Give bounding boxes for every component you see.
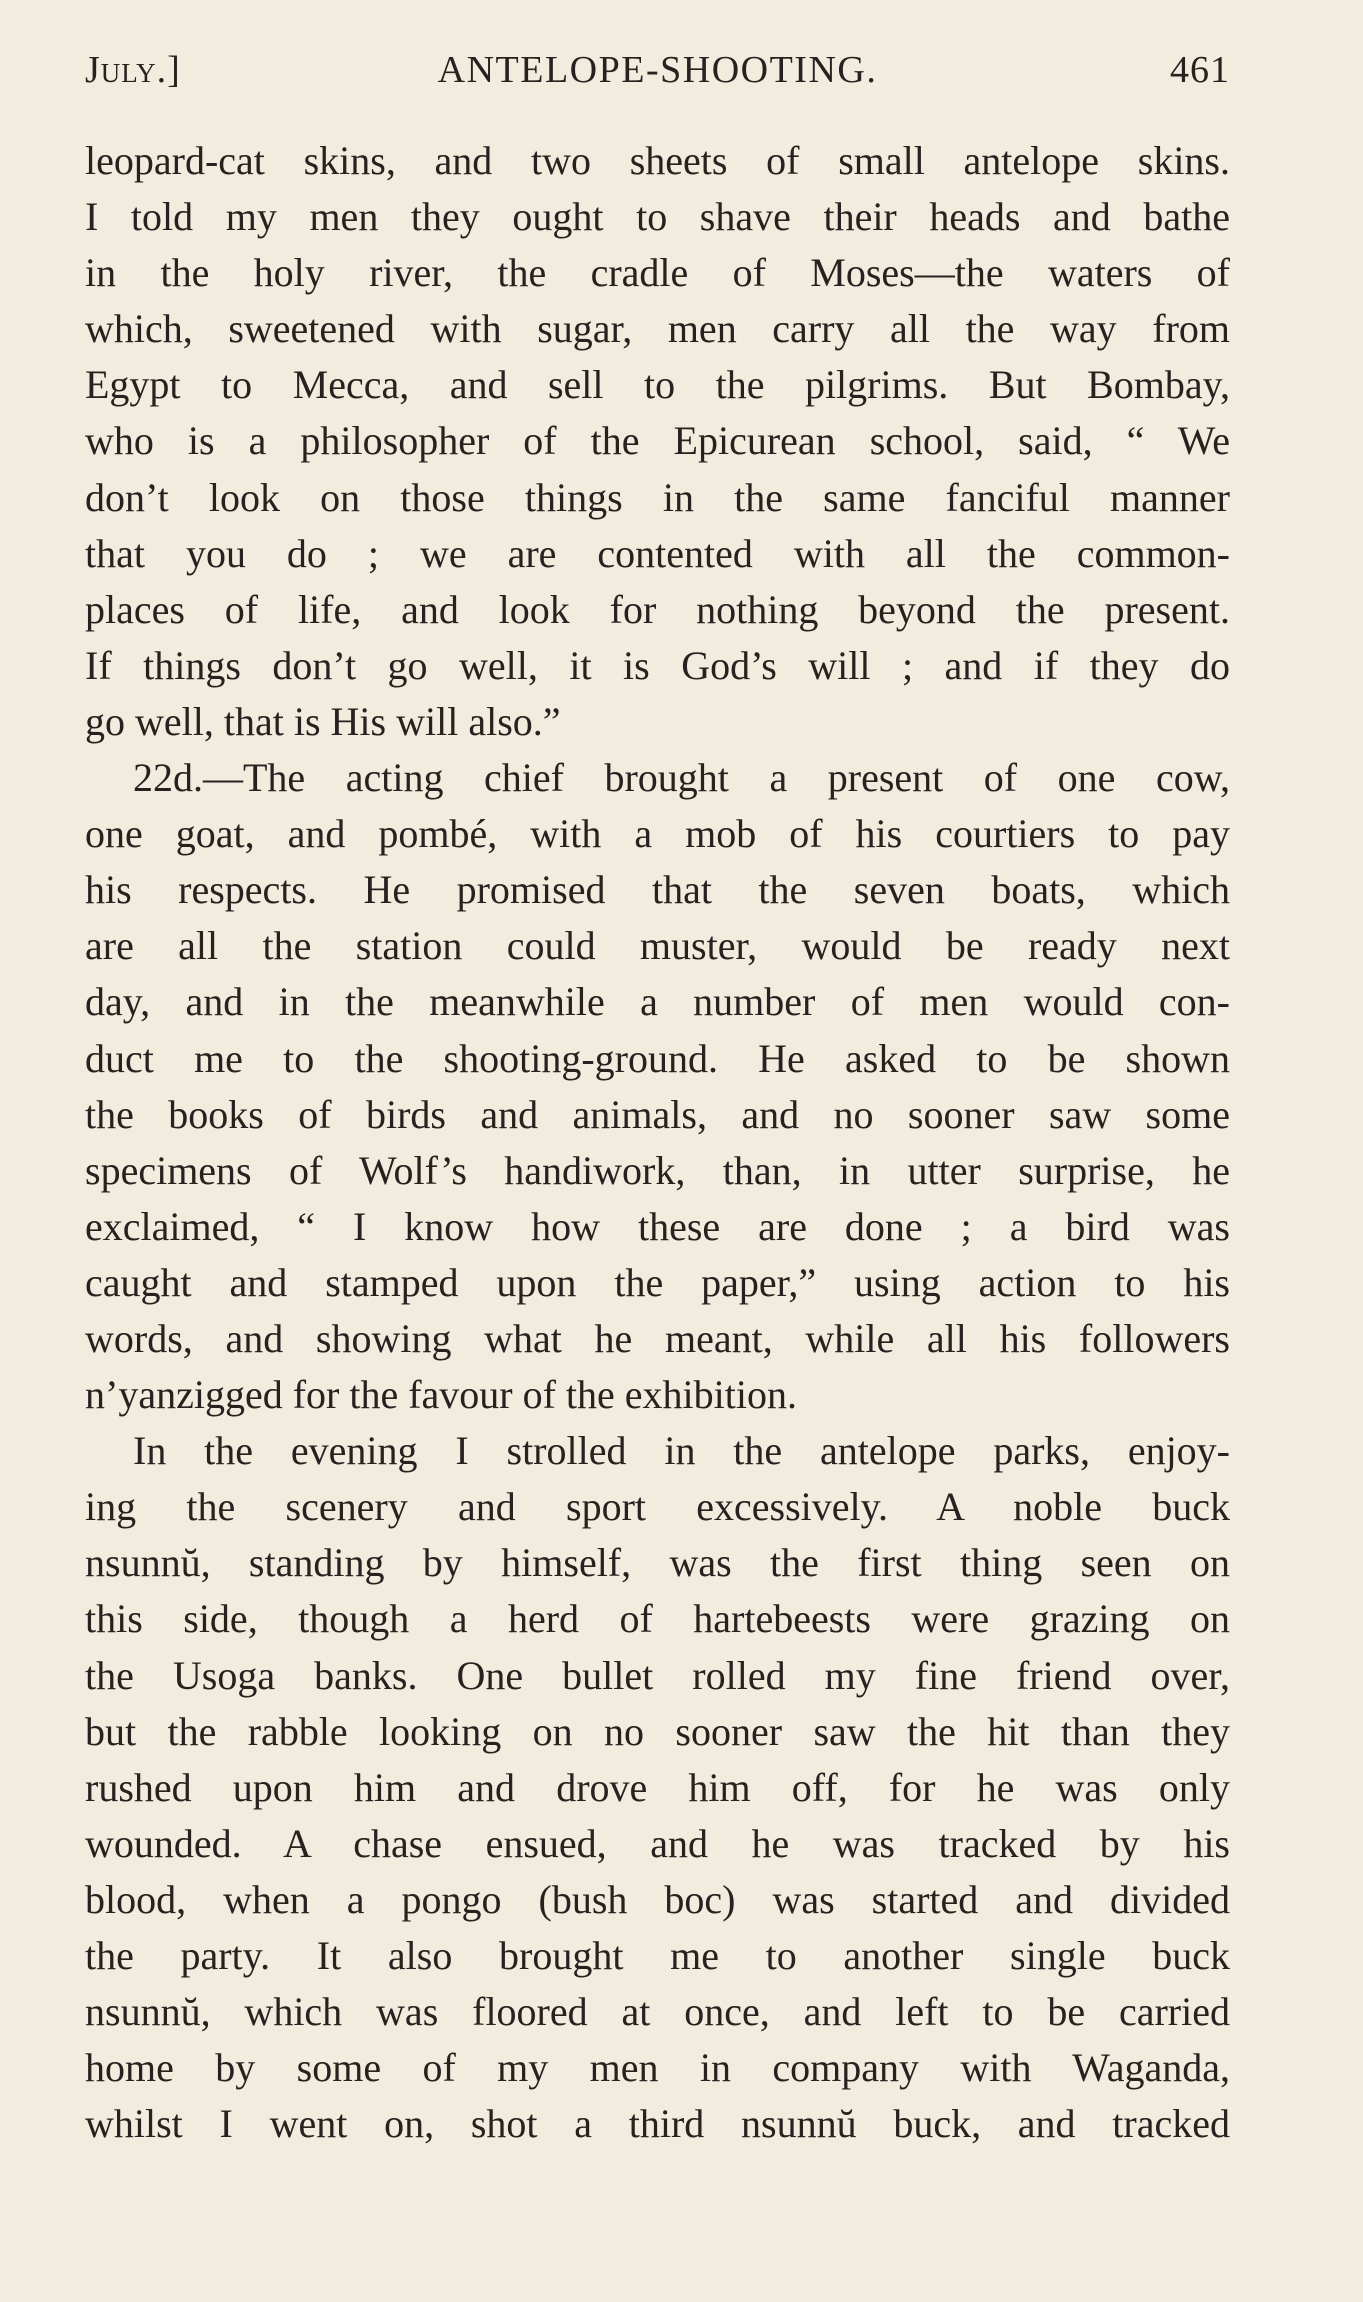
text-line: nsunnŭ, standing by himself, was the first thing seen on bbox=[85, 1540, 1230, 1586]
text-line: blood, when a pongo (bush boc) was started and divided bbox=[85, 1876, 1230, 1922]
text-line: who is a philosopher of the Epicurean school, said, “ We bbox=[85, 418, 1230, 464]
text-line: I told my men they ought to shave their heads and bathe bbox=[85, 194, 1230, 240]
text-line: are all the station could muster, would be ready next bbox=[85, 923, 1230, 969]
text-line: this side, though a herd of hartebeests were grazing on bbox=[85, 1596, 1230, 1642]
text-line: one goat, and pombé, with a mob of his courtiers to pay bbox=[85, 811, 1230, 857]
page-number: 461 bbox=[1170, 49, 1230, 91]
text-line: that you do ; we are contented with all the common- bbox=[85, 530, 1230, 576]
text-line: in the holy river, the cradle of Moses—the waters of bbox=[85, 250, 1230, 296]
text-line: nsunnŭ, which was floored at once, and left to be carried bbox=[85, 1989, 1230, 2035]
text-line: exclaimed, “ I know how these are done ; a bird was bbox=[85, 1203, 1230, 1249]
text-line: the books of birds and animals, and no sooner saw some bbox=[85, 1091, 1230, 1137]
text-line: duct me to the shooting-ground. He asked to be shown bbox=[85, 1035, 1230, 1081]
text-line: whilst I went on, shot a third nsunnŭ buck, and tracked bbox=[85, 2101, 1230, 2147]
text-line: the Usoga banks. One bullet rolled my fine friend over, bbox=[85, 1652, 1230, 1698]
text-line: go well, that is His will also.” bbox=[85, 698, 561, 744]
text-line: his respects. He promised that the seven boats, which bbox=[85, 867, 1230, 913]
running-head bbox=[85, 48, 1230, 98]
text-line: rushed upon him and drove him off, for he was only bbox=[85, 1764, 1230, 1810]
running-head-chapter-title: ANTELOPE-SHOOTING. bbox=[437, 49, 878, 91]
text-line: wounded. A chase ensued, and he was tracked by his bbox=[85, 1820, 1230, 1866]
body-text bbox=[85, 133, 1230, 2152]
text-line: the party. It also brought me to another single buck bbox=[85, 1933, 1230, 1978]
text-line: places of life, and look for nothing beyond the present. bbox=[85, 586, 1230, 632]
text-line: don’t look on those things in the same fanciful manner bbox=[85, 474, 1230, 520]
text-line: which, sweetened with sugar, men carry all the way from bbox=[85, 306, 1230, 352]
text-line: Egypt to Mecca, and sell to the pilgrims. But Bombay, bbox=[85, 362, 1230, 408]
text-line: In the evening I strolled in the antelope parks, enjoy- bbox=[133, 1428, 1230, 1474]
text-line: caught and stamped upon the paper,” using action to his bbox=[85, 1259, 1230, 1305]
running-head-month: July.] bbox=[85, 49, 181, 91]
text-line: specimens of Wolf’s handiwork, than, in utter surprise, he bbox=[85, 1147, 1230, 1193]
text-line: leopard-cat skins, and two sheets of small antelope skins. bbox=[85, 138, 1230, 183]
text-line: but the rabble looking on no sooner saw the hit than they bbox=[85, 1708, 1230, 1754]
text-line: 22d.—The acting chief brought a present of one cow, bbox=[133, 755, 1230, 801]
text-line: home by some of my men in company with Waganda, bbox=[85, 2045, 1230, 2091]
text-line: n’yanzigged for the favour of the exhibition. bbox=[85, 1372, 797, 1418]
text-line: words, and showing what he meant, while all his followers bbox=[85, 1315, 1230, 1361]
text-line: ing the scenery and sport excessively. A noble buck bbox=[85, 1484, 1230, 1530]
text-line: day, and in the meanwhile a number of men would con- bbox=[85, 979, 1230, 1025]
text-line: If things don’t go well, it is God’s will ; and if they do bbox=[85, 642, 1230, 688]
